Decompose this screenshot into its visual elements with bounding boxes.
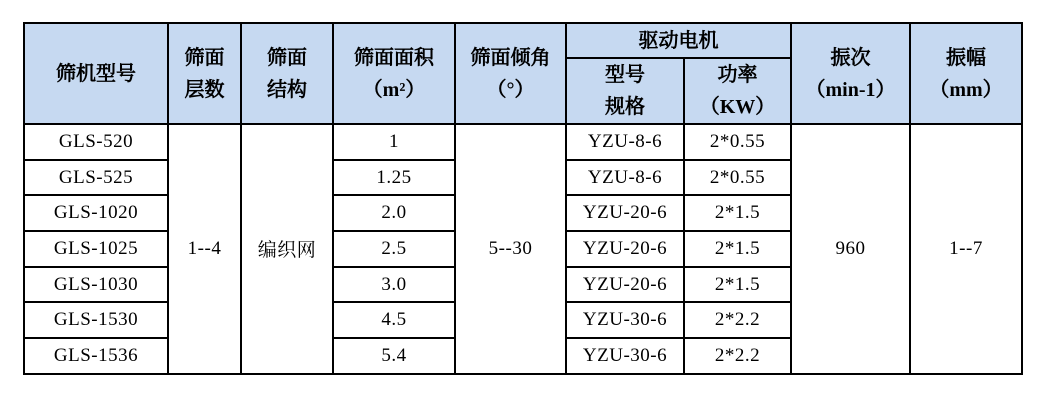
header-line: 功率 <box>717 64 758 86</box>
cell-motor-model: YZU-30-6 <box>566 302 684 338</box>
cell-power: 2*1.5 <box>684 195 791 231</box>
header-cell-motor-model <box>566 58 684 124</box>
header-line: （m²） <box>362 78 426 101</box>
cell-model: GLS-1020 <box>24 195 168 231</box>
cell-frequency-merged: 960 <box>791 124 910 374</box>
header-line: （KW） <box>699 96 776 118</box>
header-cell-motor-power <box>684 58 791 124</box>
header-line: 规格 <box>605 96 645 118</box>
header-line: 筛面倾角 <box>470 46 551 69</box>
cell-model: GLS-1536 <box>24 338 168 374</box>
header-line: 振次 <box>830 46 871 69</box>
header-line: （min-1） <box>805 78 896 101</box>
header-cell-frequency <box>791 23 910 124</box>
header-line: 结构 <box>267 78 307 101</box>
cell-power: 2*0.55 <box>684 124 791 160</box>
cell-incline-merged: 5--30 <box>455 124 566 374</box>
cell-area: 5.4 <box>333 338 455 374</box>
cell-motor-model: YZU-20-6 <box>566 267 684 303</box>
cell-area: 4.5 <box>333 302 455 338</box>
cell-model: GLS-525 <box>24 160 168 196</box>
cell-motor-model: YZU-8-6 <box>566 160 684 196</box>
cell-model: GLS-1025 <box>24 231 168 267</box>
cell-motor-model: YZU-8-6 <box>566 124 684 160</box>
table-header <box>24 23 1022 124</box>
cell-area: 1 <box>333 124 455 160</box>
header-line: 筛面 <box>267 46 307 69</box>
header-cell-incline <box>455 23 566 124</box>
table-row <box>24 124 1022 160</box>
cell-area: 1.25 <box>333 160 455 196</box>
header-cell-model: 筛机型号 <box>24 23 168 124</box>
cell-power: 2*2.2 <box>684 302 791 338</box>
header-line: 筛面面积 <box>354 46 434 69</box>
cell-area: 3.0 <box>333 267 455 303</box>
cell-model: GLS-520 <box>24 124 168 160</box>
cell-model: GLS-1530 <box>24 302 168 338</box>
cell-structure-merged: 编织网 <box>241 124 333 374</box>
spec-table <box>23 22 1023 375</box>
header-line: 振幅 <box>946 46 986 69</box>
header-cell-area <box>333 23 455 124</box>
cell-power: 2*2.2 <box>684 338 791 374</box>
cell-motor-model: YZU-20-6 <box>566 231 684 267</box>
header-cell-layers <box>168 23 241 124</box>
header-cell-motor-group: 驱动电机 <box>566 23 791 58</box>
header-cell-amplitude <box>910 23 1022 124</box>
cell-motor-model: YZU-20-6 <box>566 195 684 231</box>
cell-power: 2*0.55 <box>684 160 791 196</box>
table-body <box>24 124 1022 374</box>
header-row-1 <box>24 23 1022 58</box>
header-line: 层数 <box>184 78 225 101</box>
header-cell-structure <box>241 23 333 124</box>
header-line: （°） <box>486 78 535 101</box>
cell-area: 2.0 <box>333 195 455 231</box>
cell-power: 2*1.5 <box>684 267 791 303</box>
cell-model: GLS-1030 <box>24 267 168 303</box>
cell-motor-model: YZU-30-6 <box>566 338 684 374</box>
header-line: 筛面 <box>184 46 225 69</box>
header-line: 型号 <box>605 64 645 86</box>
cell-power: 2*1.5 <box>684 231 791 267</box>
cell-amplitude-merged: 1--7 <box>910 124 1022 374</box>
cell-area: 2.5 <box>333 231 455 267</box>
header-line: （mm） <box>929 78 1003 101</box>
cell-layers-merged: 1--4 <box>168 124 241 374</box>
